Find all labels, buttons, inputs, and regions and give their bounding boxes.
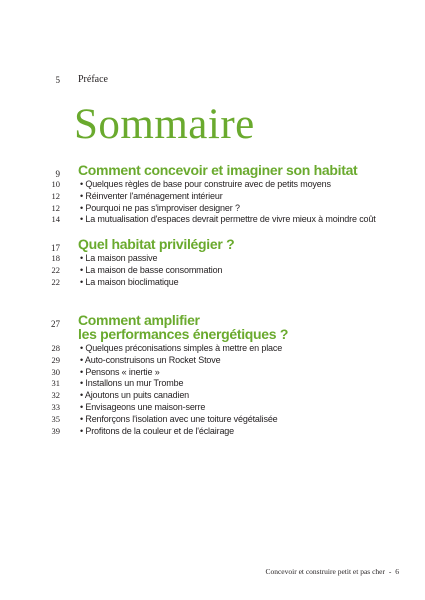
toc-item[interactable] [0, 390, 425, 402]
footer-separator: - [388, 567, 392, 576]
item-page-number: 22 [51, 264, 60, 275]
section-page-number: 17 [51, 243, 60, 253]
item-page-number: 28 [51, 343, 60, 353]
toc-item[interactable] [0, 426, 425, 438]
item-page-number: 39 [51, 425, 60, 436]
item-page-number: 32 [51, 390, 60, 401]
preface-entry[interactable] [0, 74, 425, 88]
section-heading[interactable] [0, 313, 425, 343]
item-text: • La maison bioclimatique [80, 276, 179, 287]
item-text: • Quelques préconisations simples à mettre en place [80, 343, 283, 353]
toc-item[interactable] [0, 343, 425, 355]
item-page-number: 12 [51, 190, 60, 201]
section-title: Comment amplifier les performances énergétiques ? [78, 312, 289, 342]
item-page-number: 33 [51, 401, 60, 412]
section-heading[interactable] [0, 163, 425, 179]
item-page-number: 10 [51, 179, 60, 189]
item-page-number: 35 [51, 413, 60, 424]
item-text: • Ajoutons un puits canadien [80, 390, 190, 401]
toc-item[interactable] [0, 203, 425, 215]
toc-item[interactable] [0, 191, 425, 203]
toc-item[interactable] [0, 214, 425, 226]
item-text: • Profitons de la couleur et de l'éclairage [80, 425, 235, 436]
item-text: • Quelques règles de base pour construire avec de petits moyens [80, 179, 331, 189]
page-number: 5 [55, 75, 60, 85]
item-page-number: 14 [51, 214, 60, 225]
toc-section-3 [0, 313, 425, 437]
item-page-number: 31 [51, 378, 60, 389]
section-heading[interactable] [0, 237, 425, 253]
item-page-number: 12 [51, 202, 60, 213]
toc-item[interactable] [0, 402, 425, 414]
toc-section-2 [0, 237, 425, 288]
item-text: • La mutualisation d'espaces devrait permettre de vivre mieux à moindre coût [80, 214, 376, 225]
item-text: • Réinventer l'aménagement intérieur [80, 190, 223, 201]
toc-item[interactable] [0, 253, 425, 265]
toc-item[interactable] [0, 265, 425, 277]
toc-section-1 [0, 163, 425, 226]
item-text: • Pourquoi ne pas s'improviser designer ? [80, 202, 240, 213]
footer-page-number: 6 [395, 567, 399, 576]
item-text: • Pensons « inertie » [80, 366, 160, 377]
section-title: Quel habitat privilégier ? [78, 236, 235, 252]
toc-item[interactable] [0, 414, 425, 426]
toc-item[interactable] [0, 355, 425, 367]
section-title: Comment concevoir et imaginer son habitat [78, 162, 358, 178]
page-title: Sommaire [74, 101, 255, 148]
section-items [0, 253, 425, 288]
item-page-number: 18 [51, 253, 60, 263]
item-page-number: 30 [51, 366, 60, 377]
item-text: • La maison de basse consommation [80, 264, 223, 275]
item-text: • Renforçons l'isolation avec une toiture végétalisée [80, 413, 278, 424]
section-page-number: 27 [51, 319, 60, 329]
item-text: • Installons un mur Trombe [80, 378, 184, 389]
section-page-number: 9 [55, 169, 60, 179]
item-page-number: 22 [51, 276, 60, 287]
footer-book-title: Concevoir et construire petit et pas cher [265, 567, 385, 576]
toc-item[interactable] [0, 277, 425, 289]
item-text: • Auto-construisons un Rocket Stove [80, 354, 221, 365]
toc-item[interactable] [0, 367, 425, 379]
toc-item[interactable] [0, 179, 425, 191]
item-text: • Envisageons une maison-serre [80, 401, 206, 412]
page-footer [265, 567, 399, 577]
section-items [0, 179, 425, 226]
toc-item[interactable] [0, 378, 425, 390]
preface-label: Préface [78, 74, 108, 85]
item-text: • La maison passive [80, 253, 158, 263]
item-page-number: 29 [51, 354, 60, 365]
section-items [0, 343, 425, 437]
